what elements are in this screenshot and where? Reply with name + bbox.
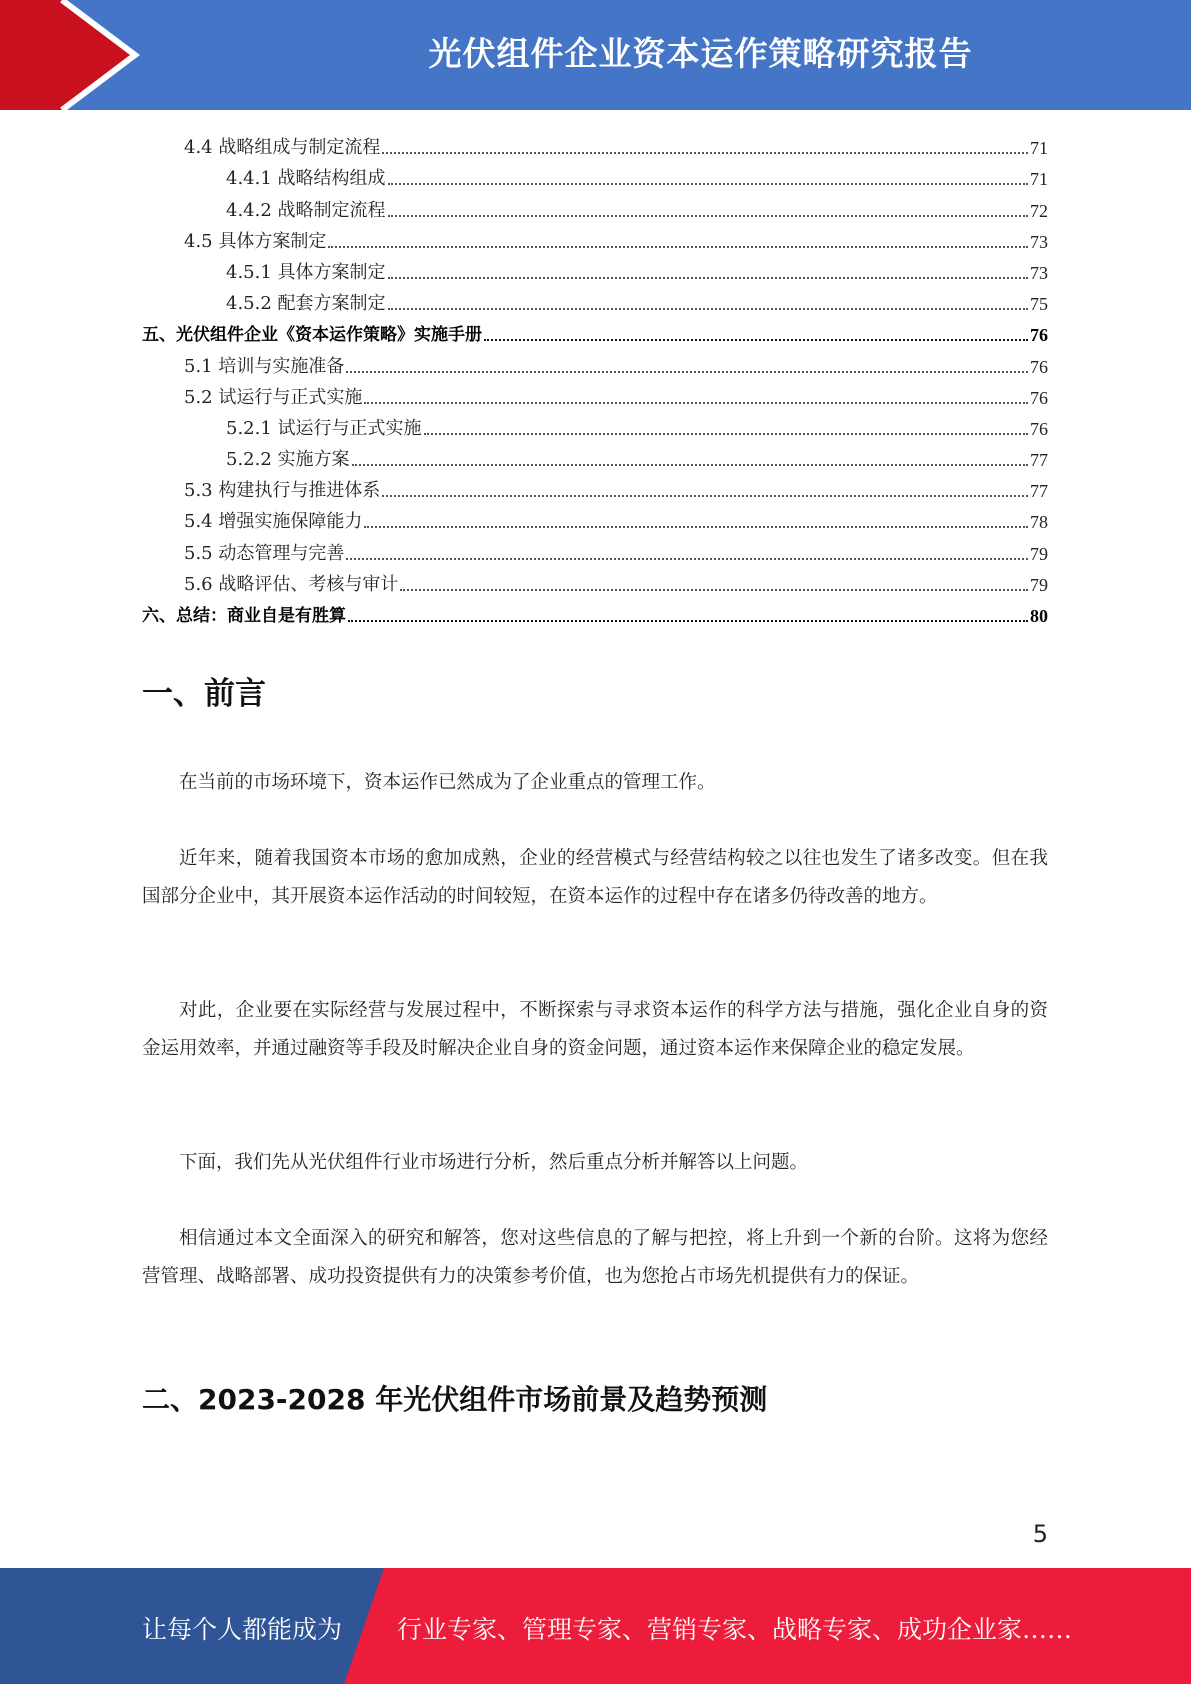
body-paragraph: 相信通过本文全面深入的研究和解答，您对这些信息的了解与把控，将上升到一个新的台阶。这将为您经营管理、战略部署、成功投资提供有力的决策参考价值，也为您抢占市场先机提供有力的保证。 xyxy=(142,1228,1048,1287)
toc-entry-page: 77 xyxy=(1030,450,1048,471)
toc-entry-label: 5.5 动态管理与完善 xyxy=(184,542,345,564)
toc-entry[interactable] xyxy=(142,565,1048,596)
toc-dot-leader xyxy=(328,245,1028,248)
body-paragraph: 在当前的市场环境下，资本运作已然成为了企业重点的管理工作。 xyxy=(179,772,716,793)
toc-dot-leader xyxy=(382,151,1028,154)
toc-dot-leader xyxy=(352,463,1028,466)
page-footer xyxy=(0,1568,1191,1684)
toc-entry[interactable] xyxy=(142,596,1048,627)
toc-entry-page: 76 xyxy=(1030,418,1048,439)
toc-entry[interactable] xyxy=(142,502,1048,533)
toc-entry-page: 76 xyxy=(1030,325,1048,346)
toc-dot-leader xyxy=(346,370,1028,373)
toc-entry-page: 76 xyxy=(1030,356,1048,377)
body-paragraph: 对此，企业要在实际经营与发展过程中，不断探索与寻求资本运作的科学方法与措施，强化企业自身的资金运用效率，并通过融资等手段及时解决企业自身的资金问题，通过资本运作来保障企业的稳定发展。 xyxy=(142,1000,1048,1059)
footer-slogan-left: 让每个人都能成为 xyxy=(142,1615,343,1644)
toc-dot-leader xyxy=(348,619,1028,622)
toc-entry-page: 79 xyxy=(1030,574,1048,595)
toc-dot-leader xyxy=(388,214,1028,217)
toc-entry[interactable] xyxy=(142,440,1048,471)
page-number: 5 xyxy=(1032,1520,1048,1548)
toc-entry-label: 4.5.1 具体方案制定 xyxy=(226,261,386,283)
toc-entry-label: 5.2.2 实施方案 xyxy=(226,449,350,471)
toc-entry[interactable] xyxy=(142,222,1048,253)
toc-entry-page: 79 xyxy=(1030,543,1048,564)
table-of-contents xyxy=(142,128,1048,627)
toc-entry[interactable] xyxy=(142,128,1048,159)
toc-entry-label: 5.2.1 试运行与正式实施 xyxy=(226,417,422,439)
toc-entry[interactable] xyxy=(142,346,1048,377)
toc-entry-page: 76 xyxy=(1030,387,1048,408)
toc-entry[interactable] xyxy=(142,533,1048,564)
toc-entry-page: 77 xyxy=(1030,481,1048,502)
toc-entry-page: 72 xyxy=(1030,200,1048,221)
toc-entry-page: 71 xyxy=(1030,169,1048,190)
toc-entry[interactable] xyxy=(142,253,1048,284)
toc-entry-label: 5.4 增强实施保障能力 xyxy=(184,511,363,533)
toc-entry-page: 80 xyxy=(1030,606,1048,626)
section-heading-forecast: 二、2023-2028 年光伏组件市场前景及趋势预测 xyxy=(142,1383,768,1416)
toc-entry[interactable] xyxy=(142,315,1048,346)
toc-entry-page: 78 xyxy=(1030,512,1048,533)
page-header xyxy=(0,0,1191,110)
toc-entry-page: 71 xyxy=(1030,138,1048,159)
toc-dot-leader xyxy=(424,432,1028,435)
toc-dot-leader xyxy=(364,525,1028,528)
toc-entry-page: 73 xyxy=(1030,231,1048,252)
body-paragraph: 近年来，随着我国资本市场的愈加成熟，企业的经营模式与经营结构较之以往也发生了诸多改变。但在我国部分企业中，其开展资本运作活动的时间较短，在资本运作的过程中存在诸多仍待改善的地方。 xyxy=(142,848,1048,907)
toc-entry-label: 5.1 培训与实施准备 xyxy=(184,355,345,377)
toc-dot-leader xyxy=(388,307,1028,310)
toc-entry-page: 73 xyxy=(1030,262,1048,283)
toc-dot-leader xyxy=(382,494,1028,497)
toc-dot-leader xyxy=(388,276,1028,279)
header-arrow-decoration xyxy=(0,0,160,110)
toc-entry-label: 4.5 具体方案制定 xyxy=(184,230,327,252)
report-title: 光伏组件企业资本运作策略研究报告 xyxy=(428,34,973,73)
toc-entry[interactable] xyxy=(142,378,1048,409)
toc-entry[interactable] xyxy=(142,409,1048,440)
toc-entry-label: 5.6 战略评估、考核与审计 xyxy=(184,573,399,595)
body-paragraph: 下面，我们先从光伏组件行业市场进行分析，然后重点分析并解答以上问题。 xyxy=(179,1152,809,1173)
toc-dot-leader xyxy=(484,338,1028,341)
section-heading-preface: 一、前言 xyxy=(142,676,266,712)
toc-entry-label: 4.4.2 战略制定流程 xyxy=(226,199,386,221)
toc-entry[interactable] xyxy=(142,284,1048,315)
toc-entry-label: 4.4.1 战略结构组成 xyxy=(226,168,386,190)
toc-entry[interactable] xyxy=(142,190,1048,221)
toc-dot-leader xyxy=(346,557,1028,560)
toc-dot-leader xyxy=(400,588,1028,591)
toc-entry[interactable] xyxy=(142,159,1048,190)
toc-entry-label: 4.4 战略组成与制定流程 xyxy=(184,137,381,159)
footer-slogan-right: 行业专家、管理专家、营销专家、战略专家、成功企业家…… xyxy=(397,1615,1073,1644)
toc-dot-leader xyxy=(388,182,1028,185)
toc-entry-label: 5.3 构建执行与推进体系 xyxy=(184,480,381,502)
toc-dot-leader xyxy=(364,401,1028,404)
toc-entry-label: 5.2 试运行与正式实施 xyxy=(184,386,363,408)
toc-entry[interactable] xyxy=(142,471,1048,502)
toc-entry-label: 4.5.2 配套方案制定 xyxy=(226,293,386,315)
toc-entry-label: 六、总结：商业自是有胜算 xyxy=(142,606,346,626)
toc-entry-page: 75 xyxy=(1030,294,1048,315)
toc-entry-label: 五、光伏组件企业《资本运作策略》实施手册 xyxy=(142,325,482,346)
